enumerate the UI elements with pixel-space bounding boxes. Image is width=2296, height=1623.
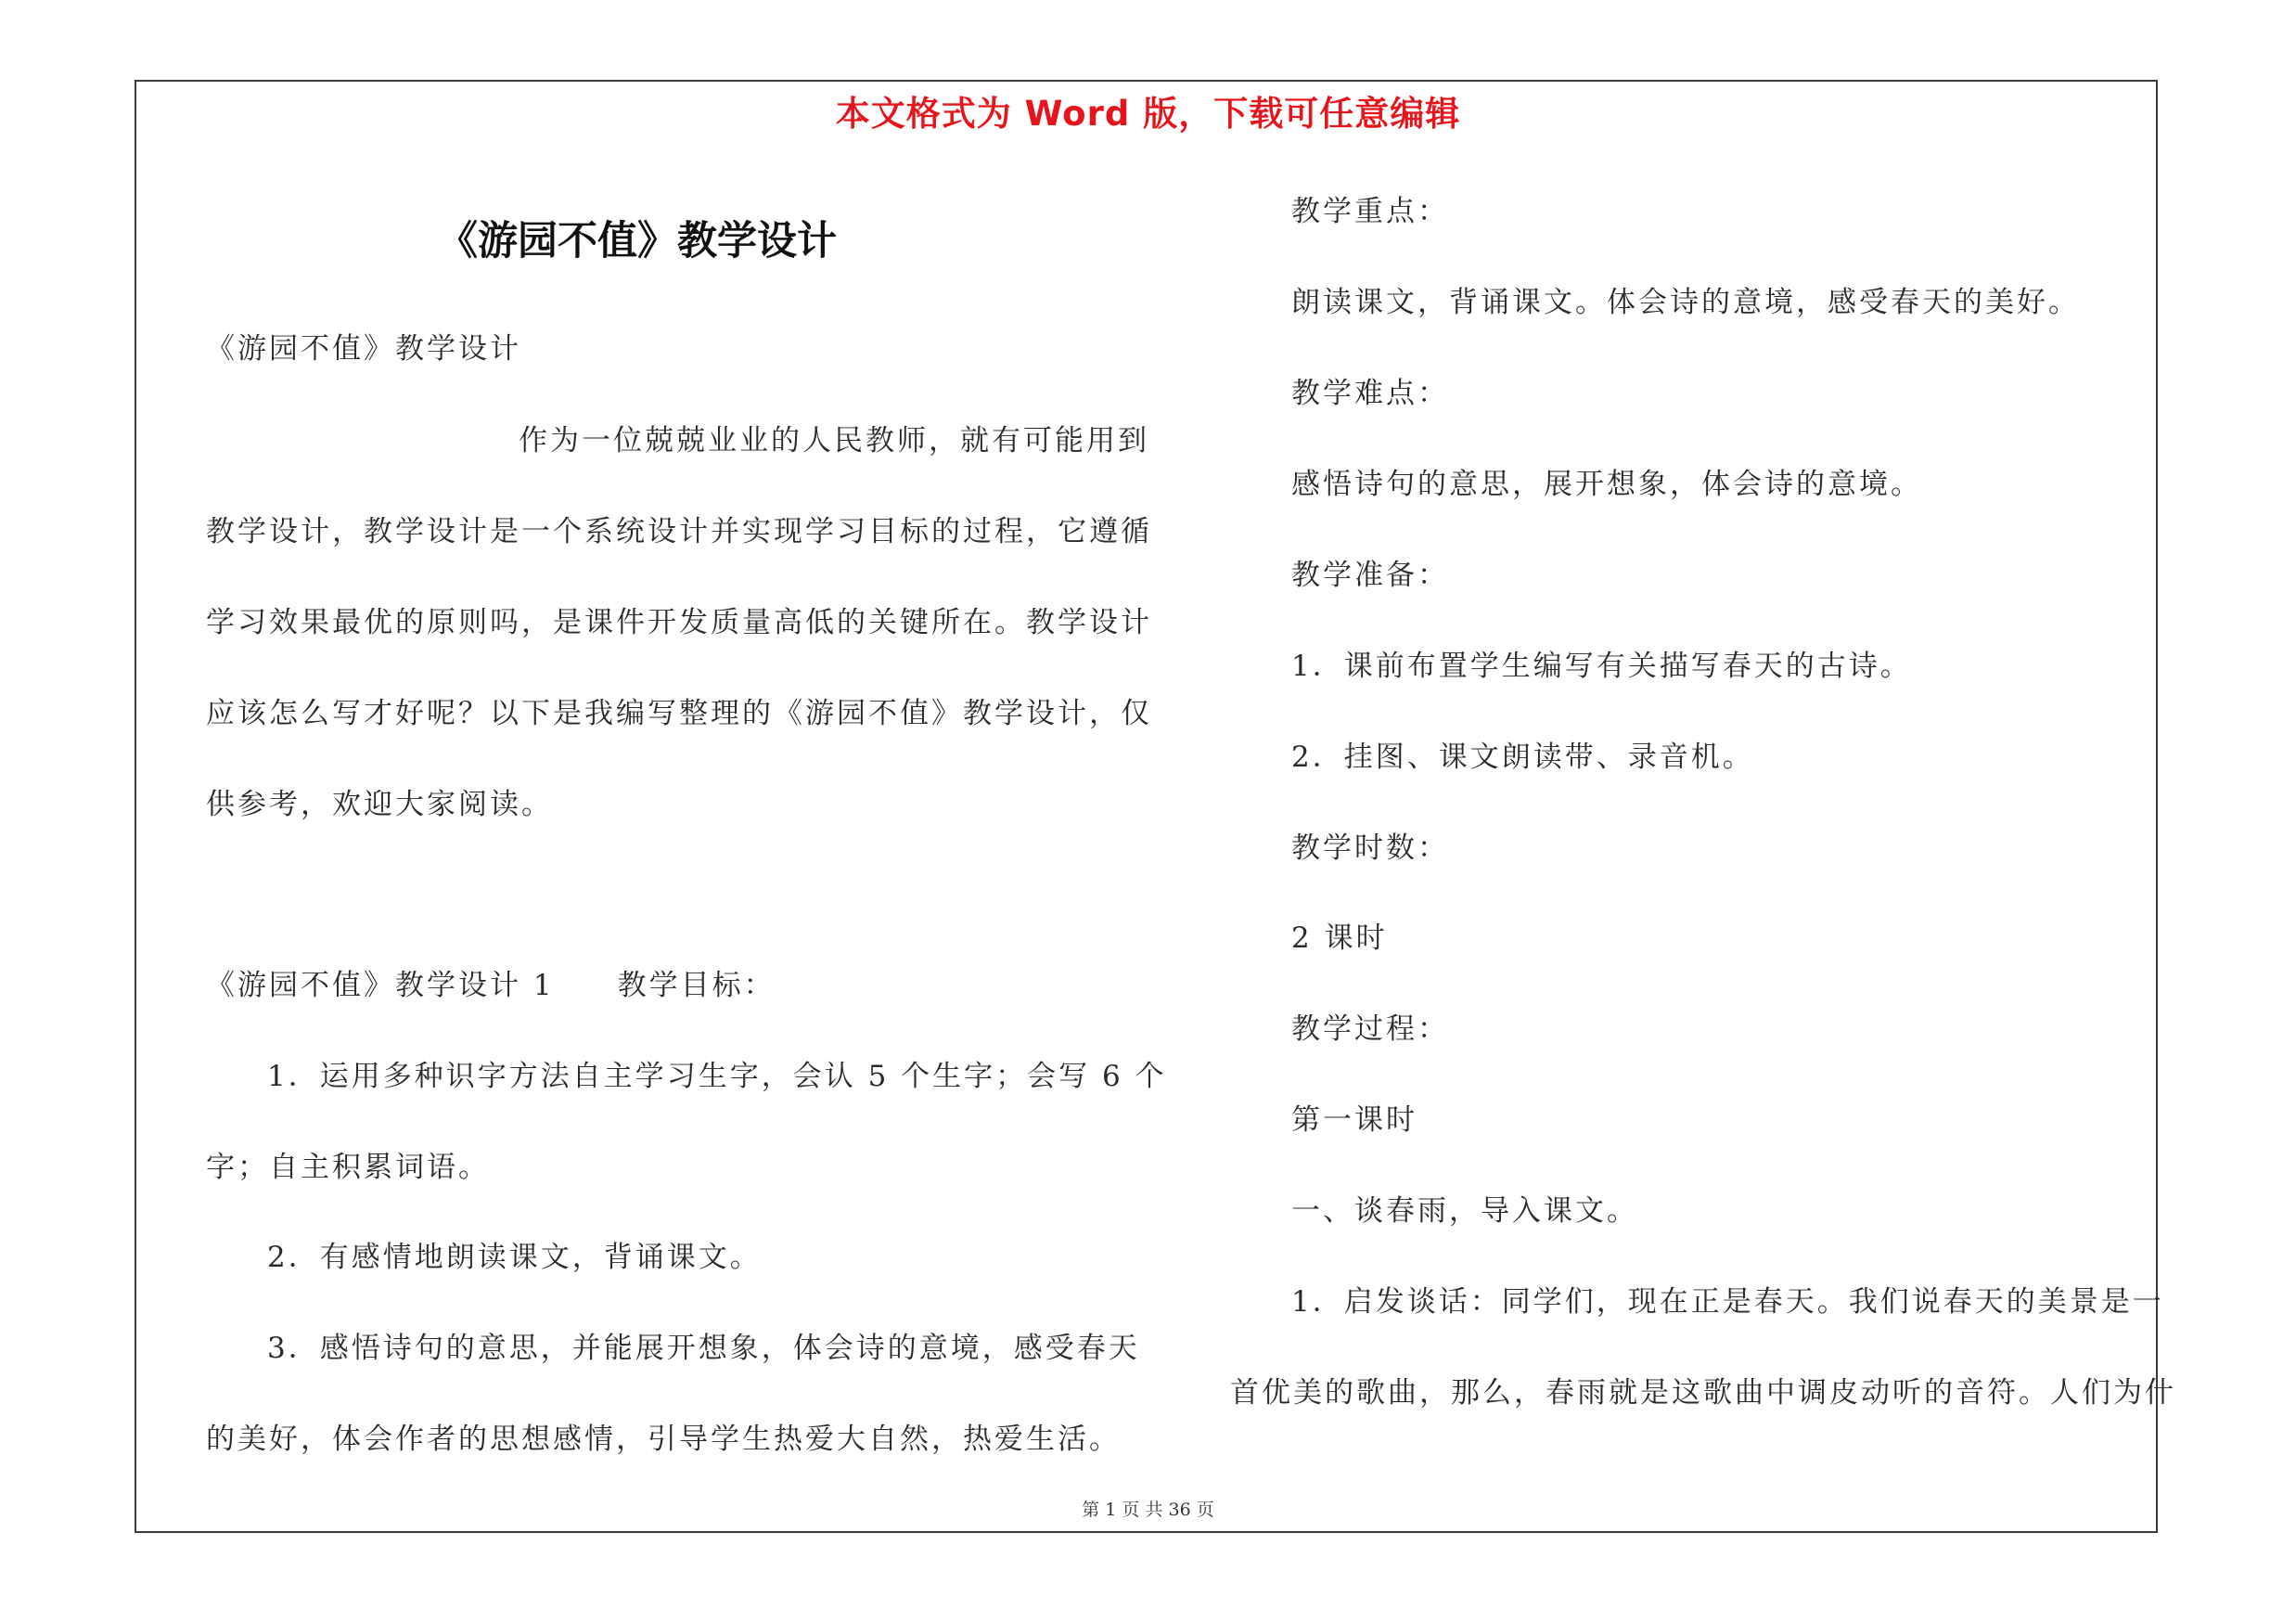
document-title: 《游园不值》教学设计 — [438, 218, 837, 264]
page-number: 第 1 页 共 36 页 — [1082, 1500, 1214, 1520]
text-line: 2 课时 — [1291, 921, 1388, 955]
text-line: 学习效果最优的原则吗，是课件开发质量高低的关键所在。教学设计 — [206, 606, 1152, 639]
text-line: 1．课前布置学生编写有关描写春天的古诗。 — [1291, 650, 1912, 683]
text-line: 朗读课文，背诵课文。体会诗的意境，感受春天的美好。 — [1291, 286, 2080, 319]
text-line: 教学难点： — [1291, 377, 1449, 410]
text-line: 2．有感情地朗读课文，背诵课文。 — [267, 1241, 762, 1274]
text-line: 1．启发谈话：同学们，现在正是春天。我们说春天的美景是一 — [1291, 1285, 2164, 1319]
text-line: 教学过程： — [1291, 1012, 1449, 1046]
text-line: 第一课时 — [1291, 1103, 1417, 1137]
text-line: 《游园不值》教学设计 — [206, 332, 521, 366]
text-line: 作为一位兢兢业业的人民教师，就有可能用到 — [519, 424, 1149, 457]
text-line: 字；自主积累词语。 — [206, 1151, 490, 1184]
format-banner: 本文格式为 Word 版，下载可任意编辑 — [835, 94, 1461, 134]
text-line: 2．挂图、课文朗读带、录音机。 — [1291, 741, 1754, 774]
text-line: 教学设计，教学设计是一个系统设计并实现学习目标的过程，它遵循 — [206, 515, 1152, 548]
text-line: 3．感悟诗句的意思，并能展开想象，体会诗的意境，感受春天 — [267, 1332, 1140, 1365]
text-line: 教学重点： — [1291, 195, 1449, 228]
text-line: 首优美的歌曲，那么，春雨就是这歌曲中调皮动听的音符。人们为什 — [1230, 1376, 2176, 1410]
text-line: 供参考，欢迎大家阅读。 — [206, 788, 553, 821]
text-line: 的美好，体会作者的思想感情，引导学生热爱大自然，热爱生活。 — [206, 1423, 1121, 1456]
text-line: 感悟诗句的意思，展开想象，体会诗的意境。 — [1291, 468, 1922, 501]
text-line: 教学准备： — [1291, 559, 1449, 592]
text-line: 应该怎么写才好呢？以下是我编写整理的《游园不值》教学设计，仅 — [206, 697, 1152, 730]
text-line: 教学时数： — [1291, 831, 1449, 865]
text-line: 1．运用多种识字方法自主学习生字，会认 5 个生字；会写 6 个 — [267, 1060, 1167, 1093]
text-line: 《游园不值》教学设计 1 教学目标： — [206, 969, 776, 1002]
text-line: 一、谈春雨，导入课文。 — [1291, 1194, 1638, 1228]
